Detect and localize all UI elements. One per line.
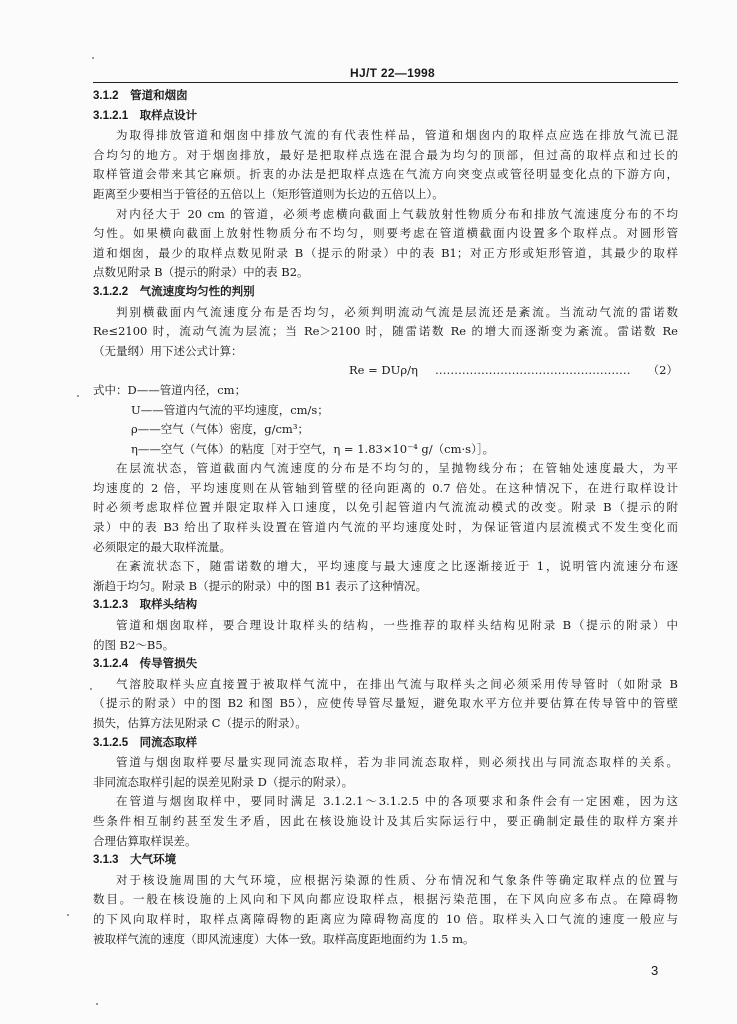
standard-code-header: HJ/T 22—1998 — [350, 66, 435, 80]
paragraph-line: 距离至少要相当于管径的五倍以上（矩形管道则为长边的五倍以上）。 — [93, 186, 444, 201]
paragraph-line: 取样管道会带来其它麻烦。折衷的办法是把取样点选在气流方向突变点或管径明显变化点的下游方向， — [93, 167, 678, 182]
paragraph-line: 被取样气流的速度（即风流速度）大体一致。取样高度距地面约为 1.5 m。 — [93, 931, 475, 946]
section-heading: 3.1.2.2 气流速度均匀性的判别 — [93, 285, 255, 298]
paragraph-line: 气溶胶取样头应直接置于被取样气流中，在排出气流与取样头之间必须采用传导管时（如附录 B — [116, 676, 678, 691]
section-heading: 3.1.2.4 传导管损失 — [93, 658, 198, 671]
leader-dots: …………………………………………… — [435, 363, 631, 378]
section-heading: 3.1.3 大气环境 — [93, 854, 177, 867]
paragraph-line: 渐趋于均匀。附录 B（提示的附录）中的图 B1 表示了这种情况。 — [93, 578, 428, 593]
equation-number: （2） — [647, 363, 678, 378]
paragraph-line: 管道和烟囱取样，要合理设计取样头的结构，一些推荐的取样头结构见附录 B（提示的附录）中 — [116, 618, 678, 633]
paragraph-line: 数目。一般在核设施的上风向和下风向都应设取样点，根据污染范围，在下风向应多布点。在障碍物 — [93, 892, 678, 907]
scan-speck — [67, 914, 69, 916]
paragraph-line: 道和烟囱，最少的取样点数见附录 B（提示的附录）中的表 B1；对正方形或矩形管道，其最少的取样 — [93, 245, 678, 260]
paragraph-line: （提示的附录）中的图 B2 和图 B5），应使传导管尽量短，避免取水平方位并要估算在传导管中的管壁 — [93, 696, 678, 711]
paragraph-line: 录）中的表 B3 给出了取样头设置在管道内气流的平均速度处时，为保证管道内层流模式不发生变化而 — [93, 520, 678, 535]
paragraph-line: 匀性。如果横向截面上放射性物质分布不均匀，则要考虑在管道横截面内设置多个取样点。对圆形管 — [93, 226, 678, 241]
paragraph-line: 些条件相互制约甚至发生矛盾，因此在核设施设计及其后实际运行中，要正确制定最佳的取样方案并 — [93, 813, 678, 828]
paragraph-line: 的下风向取样时，取样点离障碍物的距离应为障碍物高度的 10 倍。取样头入口气流的速度一般应与 — [93, 911, 678, 926]
paragraph-line: 管道与烟囱取样要尽量实现同流态取样，若为非同流态取样，则必须找出与同流态取样的关系。 — [116, 755, 678, 770]
paragraph-line: 对于核设施周围的大气环境，应根据污染源的性质、分布情况和气象条件等确定取样点的位置与 — [116, 872, 678, 887]
paragraph-line: 非同流态取样引起的误差见附录 D（提示的附录）。 — [93, 774, 354, 789]
formula-line — [93, 361, 678, 381]
paragraph-line: 为取得排放管道和烟囱中排放气流的有代表性样品，管道和烟囱内的取样点应选在排放气流已混 — [116, 128, 678, 143]
paragraph-line: 的图 B2～B5。 — [93, 637, 175, 652]
paragraph-line: 式中：D——管道内径，cm； — [93, 382, 247, 397]
section-heading: 3.1.2 管道和烟囱 — [93, 90, 188, 102]
formula: Re = DUρ/η — [349, 363, 418, 378]
section-heading: 3.1.2.3 取样头结构 — [93, 599, 198, 612]
paragraph-line: 在管道与烟囱取样中，要同时满足 3.1.2.1～3.1.2.5 中的各项要求和条件会有一定困难，因为这 — [116, 794, 678, 809]
variable-definition: ρ——空气（气体）密度，g/cm³； — [131, 422, 309, 437]
scan-speck — [77, 395, 79, 397]
paragraph-line: 对内径大于 20 cm 的管道，必须考虑横向截面上气载放射性物质分布和排放气流速度分布的不均 — [116, 206, 678, 221]
paragraph-line: （无量纲）用下述公式计算： — [93, 343, 243, 358]
paragraph-line: 在紊流状态下，随雷诺数的增大，平均速度与最大速度之比逐渐接近于 1，说明管内流速分布逐 — [116, 559, 678, 574]
paragraph-line: 均速度的 2 倍，平均速度则在从管轴到管壁的径向距离的 0.7 倍处。在这种情况下，在进行取样设计 — [93, 480, 678, 495]
paragraph-line: 点数见附录 B（提示的附录）中的表 B2。 — [93, 265, 309, 280]
scan-speck — [90, 688, 92, 690]
paragraph-line: 必须限定的最大取样流量。 — [93, 539, 231, 554]
paragraph-line: 时必须考虑取样位置并限定取样入口速度，以免引起管道内气流流动模式的改变。附录 B（提示的附 — [93, 500, 678, 515]
header-rule — [93, 82, 678, 83]
section-heading: 3.1.2.1 取样点设计 — [93, 109, 198, 122]
paragraph-line: 判别横截面内气流速度分布是否均匀，必须判明流动气流是层流还是紊流。当流动气流的雷诺数 — [116, 304, 678, 319]
page-number: 3 — [651, 963, 659, 978]
paragraph-line: 合均匀的地方。对于烟囱排放，最好是把取样点选在混合最为均匀的顶部，但过高的取样点和过长的 — [93, 147, 678, 162]
paragraph-line: Re≤2100 时，流动气流为层流；当 Re＞2100 时，随雷诺数 Re 的增大而逐渐变为紊流。雷诺数 Re — [93, 324, 678, 339]
scan-speck — [92, 57, 94, 59]
scan-speck — [96, 1003, 98, 1005]
paragraph-line: 损失，估算方法见附录 C（提示的附录）。 — [93, 716, 307, 730]
document-body — [93, 87, 678, 949]
variable-definition: U——管道内气流的平均速度，cm/s； — [131, 402, 329, 417]
paragraph-line: 在层流状态，管道截面内气流速度的分布是不均匀的，呈抛物线分布；在管轴处速度最大，为平 — [116, 461, 678, 476]
variable-definition: η——空气（气体）的粘度［对于空气，η = 1.83×10⁻⁴ g/（cm·s）］。 — [131, 441, 495, 456]
section-heading: 3.1.2.5 同流态取样 — [93, 736, 198, 749]
paragraph-line: 合理估算取样误差。 — [93, 833, 197, 848]
